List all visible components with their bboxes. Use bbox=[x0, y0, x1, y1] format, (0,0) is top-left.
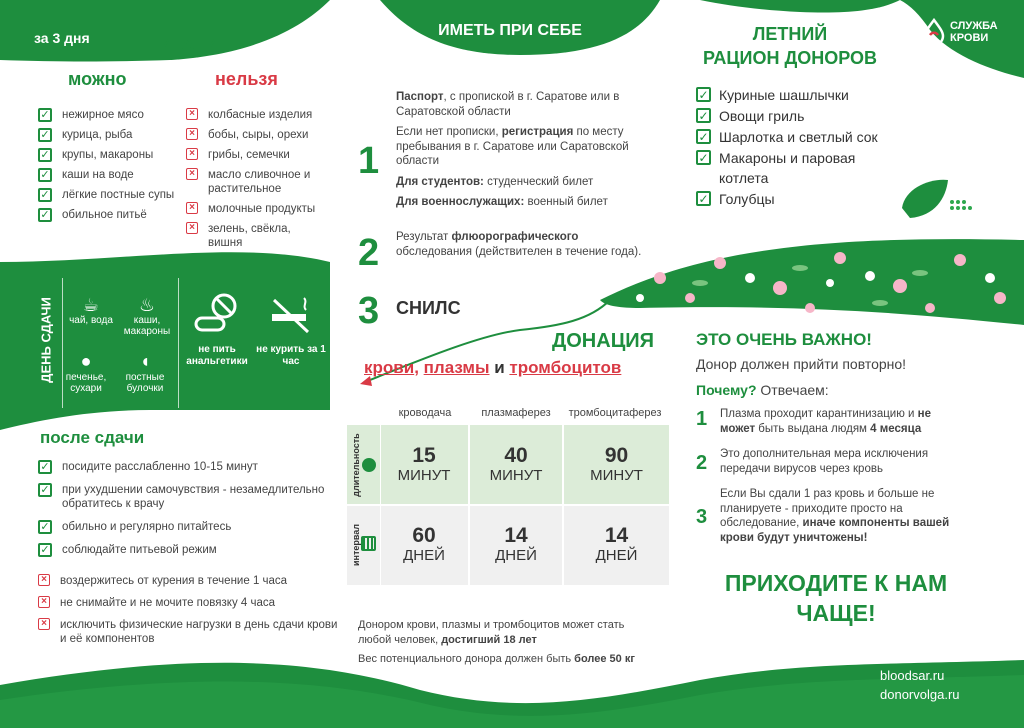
cup-icon: ☕ bbox=[82, 295, 100, 315]
flower-pattern bbox=[600, 238, 1024, 328]
cross-icon: × bbox=[186, 108, 198, 120]
column-header: плазмаферез bbox=[481, 407, 551, 419]
table-cell: 14 ДНЕЙ bbox=[595, 524, 638, 564]
divider bbox=[347, 504, 669, 506]
column-header: кроводача bbox=[398, 407, 452, 419]
students-text: Для студентов: студенческий билет bbox=[396, 175, 594, 188]
after-dont-list bbox=[38, 574, 338, 646]
registration-text: Если нет прописки, регистрация по месту пребывания в г. Саратове или Саратовской области bbox=[396, 126, 629, 167]
reason-number-1: 1 bbox=[696, 408, 708, 430]
list-item: ✓ обильно и регулярно питайтесь bbox=[38, 520, 338, 534]
websites bbox=[880, 666, 960, 704]
list-item: × исключить физические нагрузки в день сдачи крови и её компонентов bbox=[38, 618, 338, 646]
no-smoking-icon bbox=[268, 292, 314, 336]
list-item: × зелень, свёкла, вишня bbox=[186, 222, 326, 250]
reason-number-2: 2 bbox=[696, 452, 708, 474]
cross-icon: × bbox=[186, 168, 198, 180]
cross-icon: × bbox=[186, 222, 198, 234]
prep-badge: за 3 дня bbox=[34, 30, 90, 46]
list-item: ✓ крупы, макароны bbox=[38, 148, 178, 162]
important-why: Почему? Отвечаем: bbox=[696, 382, 829, 398]
site-link[interactable]: donorvolga.ru bbox=[880, 687, 960, 702]
cross-icon: × bbox=[38, 574, 50, 586]
table-cell: 90 МИНУТ bbox=[590, 444, 643, 484]
prep-title: ПИТАНИЕ bbox=[148, 34, 230, 53]
cross-icon: × bbox=[186, 128, 198, 140]
passport-text: Паспорт, с пропиской в г. Саратове или в Саратовской области bbox=[396, 91, 620, 118]
can-list bbox=[38, 108, 178, 222]
buns-item: ◖ постные булочки bbox=[116, 350, 174, 394]
bring-item-2: Результат флюорографического обследования (действителен в течение года). bbox=[396, 231, 642, 258]
check-icon: ✓ bbox=[38, 460, 52, 474]
blood-service-logo-icon bbox=[922, 18, 946, 46]
donation-day-label: ДЕНЬ СДАЧИ bbox=[38, 297, 54, 383]
cannot-list bbox=[186, 108, 326, 250]
list-item: ✓ курица, рыба bbox=[38, 128, 178, 142]
important-title: ЭТО ОЧЕНЬ ВАЖНО! bbox=[696, 330, 872, 349]
cross-icon: × bbox=[38, 596, 50, 608]
reason-2: Это дополнительная мера исключения передачи вирусов через кровь bbox=[720, 448, 929, 475]
check-icon: ✓ bbox=[38, 168, 52, 182]
check-icon: ✓ bbox=[38, 543, 52, 557]
steam-bowl-icon: ♨ bbox=[138, 295, 156, 315]
bring-number-2: 2 bbox=[358, 232, 380, 274]
list-item: ✓ каши на воде bbox=[38, 168, 178, 182]
column-header: тромбоцитаферез bbox=[568, 407, 662, 419]
bring-number-1: 1 bbox=[358, 140, 380, 182]
table-cell: 15 МИНУТ bbox=[397, 444, 451, 484]
table-cell: 60 ДНЕЙ bbox=[403, 524, 445, 564]
cross-icon: × bbox=[38, 618, 50, 630]
can-title: можно bbox=[68, 69, 127, 89]
pills-icon bbox=[194, 292, 240, 336]
list-item: ✓ соблюдайте питьевой режим bbox=[38, 543, 338, 557]
check-icon: ✓ bbox=[38, 520, 52, 534]
weight-note: Вес потенциального донора должен быть более 50 кг bbox=[358, 653, 635, 665]
cross-icon: × bbox=[186, 202, 198, 214]
tea-item: ☕ чай, вода bbox=[66, 295, 116, 326]
list-item: × воздержитесь от курения в течение 1 часа bbox=[38, 574, 338, 588]
check-icon: ✓ bbox=[38, 148, 52, 162]
list-item: × грибы, семечки bbox=[186, 148, 326, 162]
no-smoke-item: не курить за 1 час bbox=[256, 292, 326, 368]
check-icon: ✓ bbox=[696, 191, 711, 206]
reason-1: Плазма проходит карантинизацию и не может быть выдана людям 4 месяца bbox=[720, 408, 932, 435]
no-pills-item: не пить анальгетики bbox=[182, 292, 252, 368]
list-item: ✓ лёгкие постные супы bbox=[38, 188, 178, 202]
check-icon: ✓ bbox=[38, 483, 52, 497]
list-item: ✓ Макароны и паровая котлета bbox=[696, 148, 896, 188]
check-icon: ✓ bbox=[38, 108, 52, 122]
list-item: × колбасные изделия bbox=[186, 108, 326, 122]
porridge-item: ♨ каши, макароны bbox=[118, 295, 176, 337]
check-icon: ✓ bbox=[696, 129, 711, 144]
bring-number-3: 3 bbox=[358, 290, 380, 332]
bring-title: ИМЕТЬ ПРИ СЕБЕ bbox=[438, 22, 582, 39]
reason-number-3: 3 bbox=[696, 506, 708, 528]
military-text: Для военнослужащих: военный билет bbox=[396, 196, 608, 208]
list-item: ✓ при ухудшении самочувствия - незамедлительно обратитесь к врачу bbox=[38, 483, 338, 511]
summer-list bbox=[696, 85, 926, 209]
calendar-icon bbox=[361, 536, 376, 551]
list-item: × не снимайте и не мочите повязку 4 часа bbox=[38, 596, 338, 610]
check-icon: ✓ bbox=[38, 208, 52, 222]
bread-icon: ◖ bbox=[139, 351, 151, 371]
table-cell: 14 ДНЕЙ bbox=[495, 524, 537, 564]
list-item: ✓ Овощи гриль bbox=[696, 106, 926, 126]
list-item: ✓ посидите расслабленно 10-15 минут bbox=[38, 460, 338, 474]
important-lead: Донор должен прийти повторно! bbox=[696, 356, 907, 372]
check-icon: ✓ bbox=[696, 150, 711, 165]
cookies-item: ● печенье, сухари bbox=[58, 350, 114, 394]
list-item: × бобы, сыры, орехи bbox=[186, 128, 326, 142]
after-do-list bbox=[38, 460, 338, 557]
check-icon: ✓ bbox=[38, 128, 52, 142]
donation-day-label-wrap bbox=[36, 285, 56, 395]
after-title: после сдачи bbox=[40, 428, 145, 447]
donation-title: ДОНАЦИЯ bbox=[552, 330, 655, 352]
list-item: ✓ обильное питьё bbox=[38, 208, 178, 222]
site-link[interactable]: bloodsar.ru bbox=[880, 668, 945, 683]
check-icon: ✓ bbox=[696, 87, 711, 102]
clock-icon bbox=[362, 458, 376, 472]
check-icon: ✓ bbox=[696, 108, 711, 123]
list-item: ✓ нежирное мясо bbox=[38, 108, 178, 122]
interval-label: интервал bbox=[351, 523, 361, 567]
table-cell: 40 МИНУТ bbox=[489, 444, 543, 484]
donation-subtitle: крови, плазмы и тромбоцитов bbox=[364, 358, 622, 377]
bring-item-3: СНИЛС bbox=[396, 298, 461, 318]
list-item: × молочные продукты bbox=[186, 202, 326, 216]
cross-icon: × bbox=[186, 148, 198, 160]
list-item: ✓ Голубцы bbox=[696, 189, 926, 209]
check-icon: ✓ bbox=[38, 188, 52, 202]
list-item: ✓ Шарлотка и светлый сок bbox=[696, 127, 926, 147]
list-item: ✓ Куриные шашлычки bbox=[696, 85, 926, 105]
summer-title: ЛЕТНИЙ РАЦИОН ДОНОРОВ bbox=[702, 24, 878, 68]
cookie-icon: ● bbox=[80, 351, 92, 371]
bring-item-1 bbox=[396, 90, 666, 210]
cannot-title: нельзя bbox=[215, 69, 278, 89]
logo: СЛУЖБА КРОВИ bbox=[922, 18, 998, 46]
cta: ПРИХОДИТЕ К НАМ ЧАЩЕ! bbox=[724, 570, 948, 626]
duration-label: длительность bbox=[351, 433, 361, 497]
reason-3: Если Вы сдали 1 раз кровь и больше не планируете - приходите просто на обследование, иначе компоненты вашей крови будут уничтожены! bbox=[720, 488, 950, 544]
age-note: Донором крови, плазмы и тромбоцитов может стать любой человек, достигший 18 лет bbox=[358, 619, 625, 646]
list-item: × масло сливочное и растительное bbox=[186, 168, 326, 196]
divider bbox=[178, 278, 179, 408]
